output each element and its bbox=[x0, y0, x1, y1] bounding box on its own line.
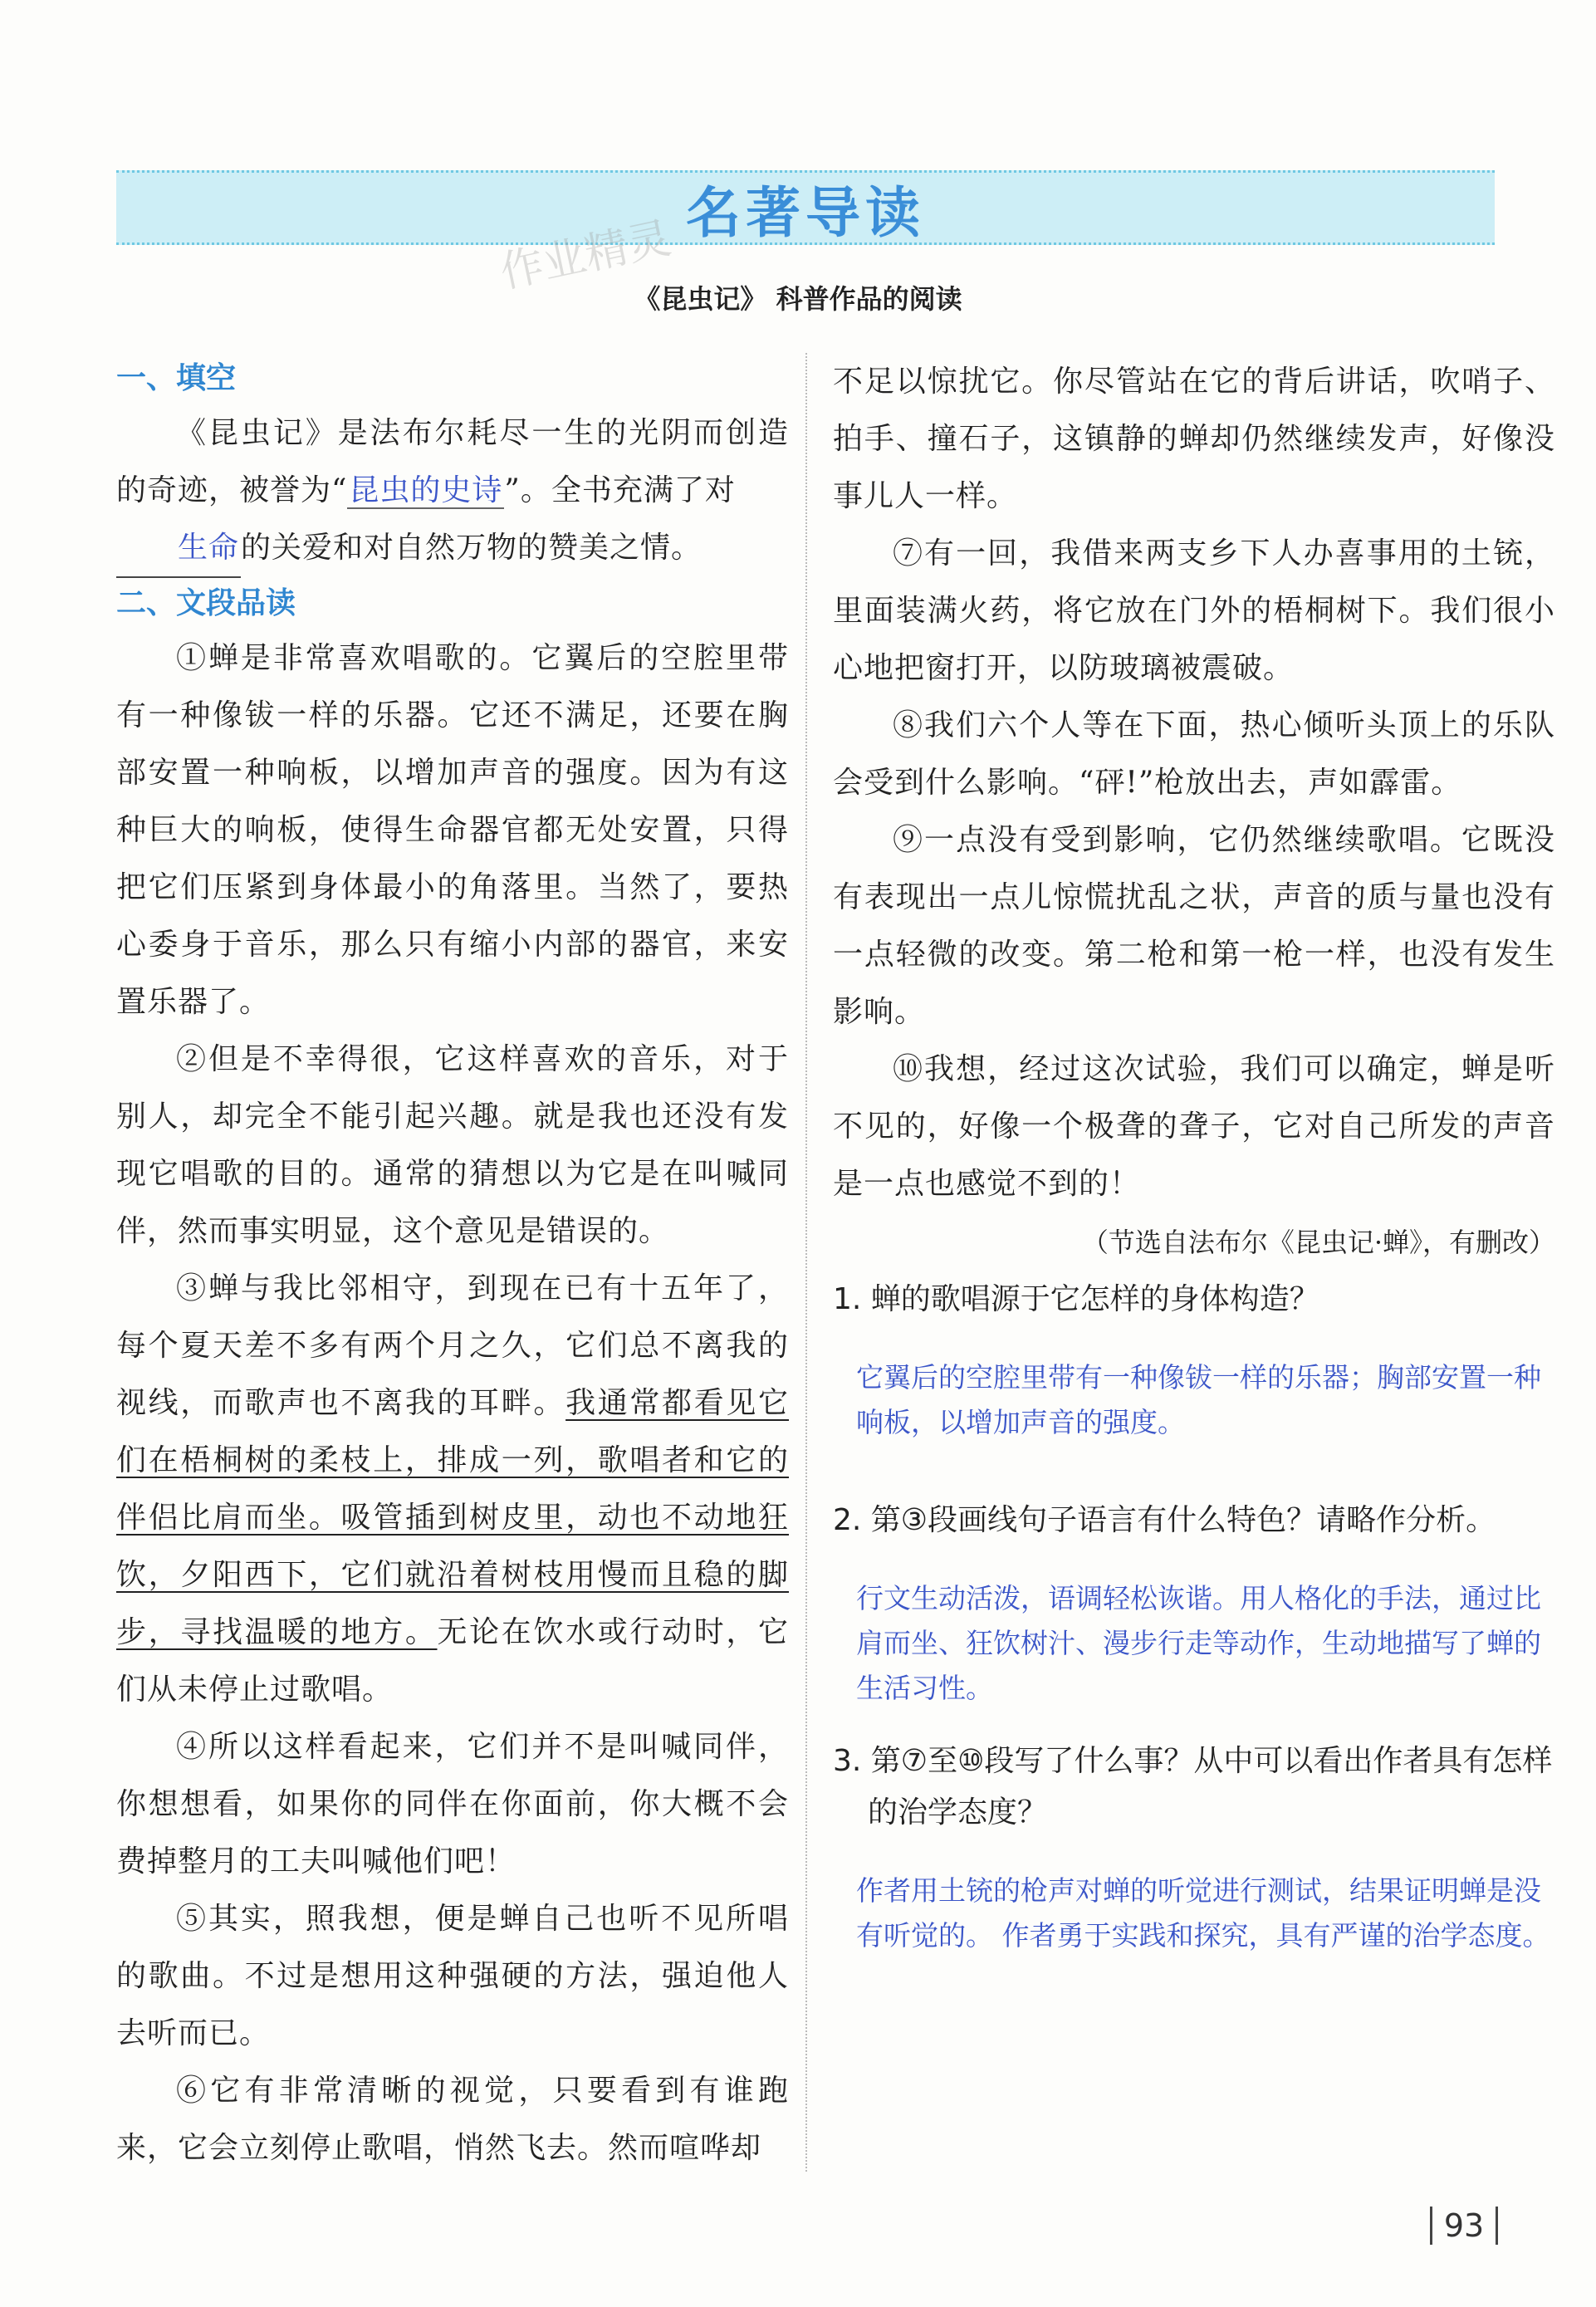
answer-life: 生命 bbox=[116, 519, 241, 578]
question-2 bbox=[833, 1495, 1555, 1711]
watermark: 作业精灵 bbox=[496, 213, 676, 298]
left-column bbox=[116, 353, 789, 2177]
question-text: 3. 第⑦至⑩段写了什么事？从中可以看出作者具有怎样的治学态度？ bbox=[833, 1744, 1553, 1829]
text-part: 的关爱和对自然万物的赞美之情。 bbox=[241, 531, 703, 565]
paragraph-4: ④所以这样看起来，它们并不是叫喊同伴，你想想看，如果你的同伴在你面前，你大概不会费掉整月的工夫叫喊他们吧！ bbox=[116, 1730, 789, 1878]
answer-text: 行文生动活泼，语调轻松诙谐。用人格化的手法，通过比肩而坐、狂饮树汁、漫步行走等动作，生动地描写了蝉的生活习性。 bbox=[856, 1582, 1541, 1704]
answer-epic: 昆虫的史诗 bbox=[349, 473, 503, 507]
subtitle: 《昆虫记》 科普作品的阅读 bbox=[634, 283, 962, 315]
question-text: 1. 蝉的歌唱源于它怎样的身体构造？ bbox=[833, 1282, 1319, 1316]
answer-text: 它翼后的空腔里带有一种像钹一样的乐器；胸部安置一种响板，以增加声音的强度。 bbox=[856, 1361, 1541, 1438]
page-title: 名著导读 bbox=[686, 180, 925, 245]
fill-blank-paragraph bbox=[116, 404, 789, 578]
text-part: ”。全书充满了对 bbox=[504, 473, 736, 507]
paragraph-7: ⑦有一回，我借来两支乡下人办喜事用的土铳，里面装满火药，将它放在门外的梧桐树下。我们很小心地把窗打开，以防玻璃被震破。 bbox=[833, 536, 1555, 685]
paragraph-6-continued: 不足以惊扰它。你尽管站在它的背后讲话，吹哨子、拍手、撞石子，这镇静的蝉却仍然继续发声，好像没事儿人一样。 bbox=[833, 365, 1555, 513]
column-divider bbox=[805, 353, 807, 2172]
question-3 bbox=[833, 1736, 1555, 1958]
underlined-sentence: 我通常都看见它们在梧桐树的柔枝上，排成一列，歌唱者和它的伴侣比肩而坐。吸管插到树皮里，动也不动地狂饮，夕阳西下，它们就沿着树枝用慢而且稳的脚步，寻找温暖的地方。 bbox=[116, 1386, 789, 1649]
paragraph-3 bbox=[116, 1260, 789, 1718]
title-banner bbox=[116, 170, 1495, 245]
paragraph-8: ⑧我们六个人等在下面，热心倾听头顶上的乐队会受到什么影响。“砰!”枪放出去，声如霹雷。 bbox=[833, 708, 1555, 800]
question-1 bbox=[833, 1274, 1555, 1445]
page-number-left-bar bbox=[1430, 2207, 1432, 2245]
question-text: 2. 第③段画线句子语言有什么特色？请略作分析。 bbox=[833, 1503, 1496, 1537]
text-part: 《昆虫记》是法布尔耗尽一生的光阴而创造的奇迹，被誉为“ bbox=[116, 416, 789, 507]
paragraph-2: ②但是不幸得很，它这样喜欢的音乐，对于别人，却完全不能引起兴趣。就是我也还没有发现它唱歌的目的。通常的猜想以为它是在叫喊同伴，然而事实明显，这个意见是错误的。 bbox=[116, 1042, 789, 1248]
text-part: 无论在饮水或行动时，它们从未停止过歌唱。 bbox=[116, 1615, 789, 1707]
paragraph-10: ⑩我想，经过这次试验，我们可以确定，蝉是听不见的，好像一个极聋的聋子，它对自己所发的声音是一点也感觉不到的！ bbox=[833, 1052, 1555, 1201]
section-heading-fill-blank: 一、填空 bbox=[116, 361, 237, 395]
section-heading-reading: 二、文段品读 bbox=[116, 586, 296, 620]
answer-text: 作者用土铳的枪声对蝉的听觉进行测试，结果证明蝉是没有听觉的。 作者勇于实践和探究，具有严谨的治学态度。 bbox=[856, 1874, 1550, 1952]
paragraph-6: ⑥它有非常清晰的视觉，只要看到有谁跑来，它会立刻停止歌唱，悄然飞去。然而喧哗却 bbox=[116, 2074, 789, 2165]
page-number-right-bar bbox=[1496, 2207, 1498, 2245]
page-number bbox=[1418, 2201, 1510, 2251]
paragraph-5: ⑤其实，照我想，便是蝉自己也听不见所唱的歌曲。不过是想用这种强硬的方法，强迫他人去听而已。 bbox=[116, 1902, 789, 2050]
right-column bbox=[833, 353, 1555, 1958]
text-part: ③蝉与我比邻相守，到现在已有十五年了，每个夏天差不多有两个月之久，它们总不离我的视线，而歌声也不离我的耳畔。 bbox=[116, 1271, 789, 1420]
paragraph-1: ①蝉是非常喜欢唱歌的。它翼后的空腔里带有一种像钹一样的乐器。它还不满足，还要在胸部安置一种响板，以增加声音的强度。因为有这种巨大的响板，使得生命器官都无处安置，只得把它们压紧到身体最小的角落里。当然了，要热心委身于音乐，那么只有缩小内部的器官，来安置乐器了。 bbox=[116, 641, 789, 1019]
page-number-value: 93 bbox=[1443, 2207, 1485, 2244]
source-note: （节选自法布尔《昆虫记·蝉》，有删改） bbox=[1081, 1227, 1555, 1258]
paragraph-9: ⑨一点没有受到影响，它仍然继续歌唱。它既没有表现出一点儿惊慌扰乱之状，声音的质与量也没有一点轻微的改变。第二枪和第一枪一样，也没有发生影响。 bbox=[833, 823, 1555, 1029]
